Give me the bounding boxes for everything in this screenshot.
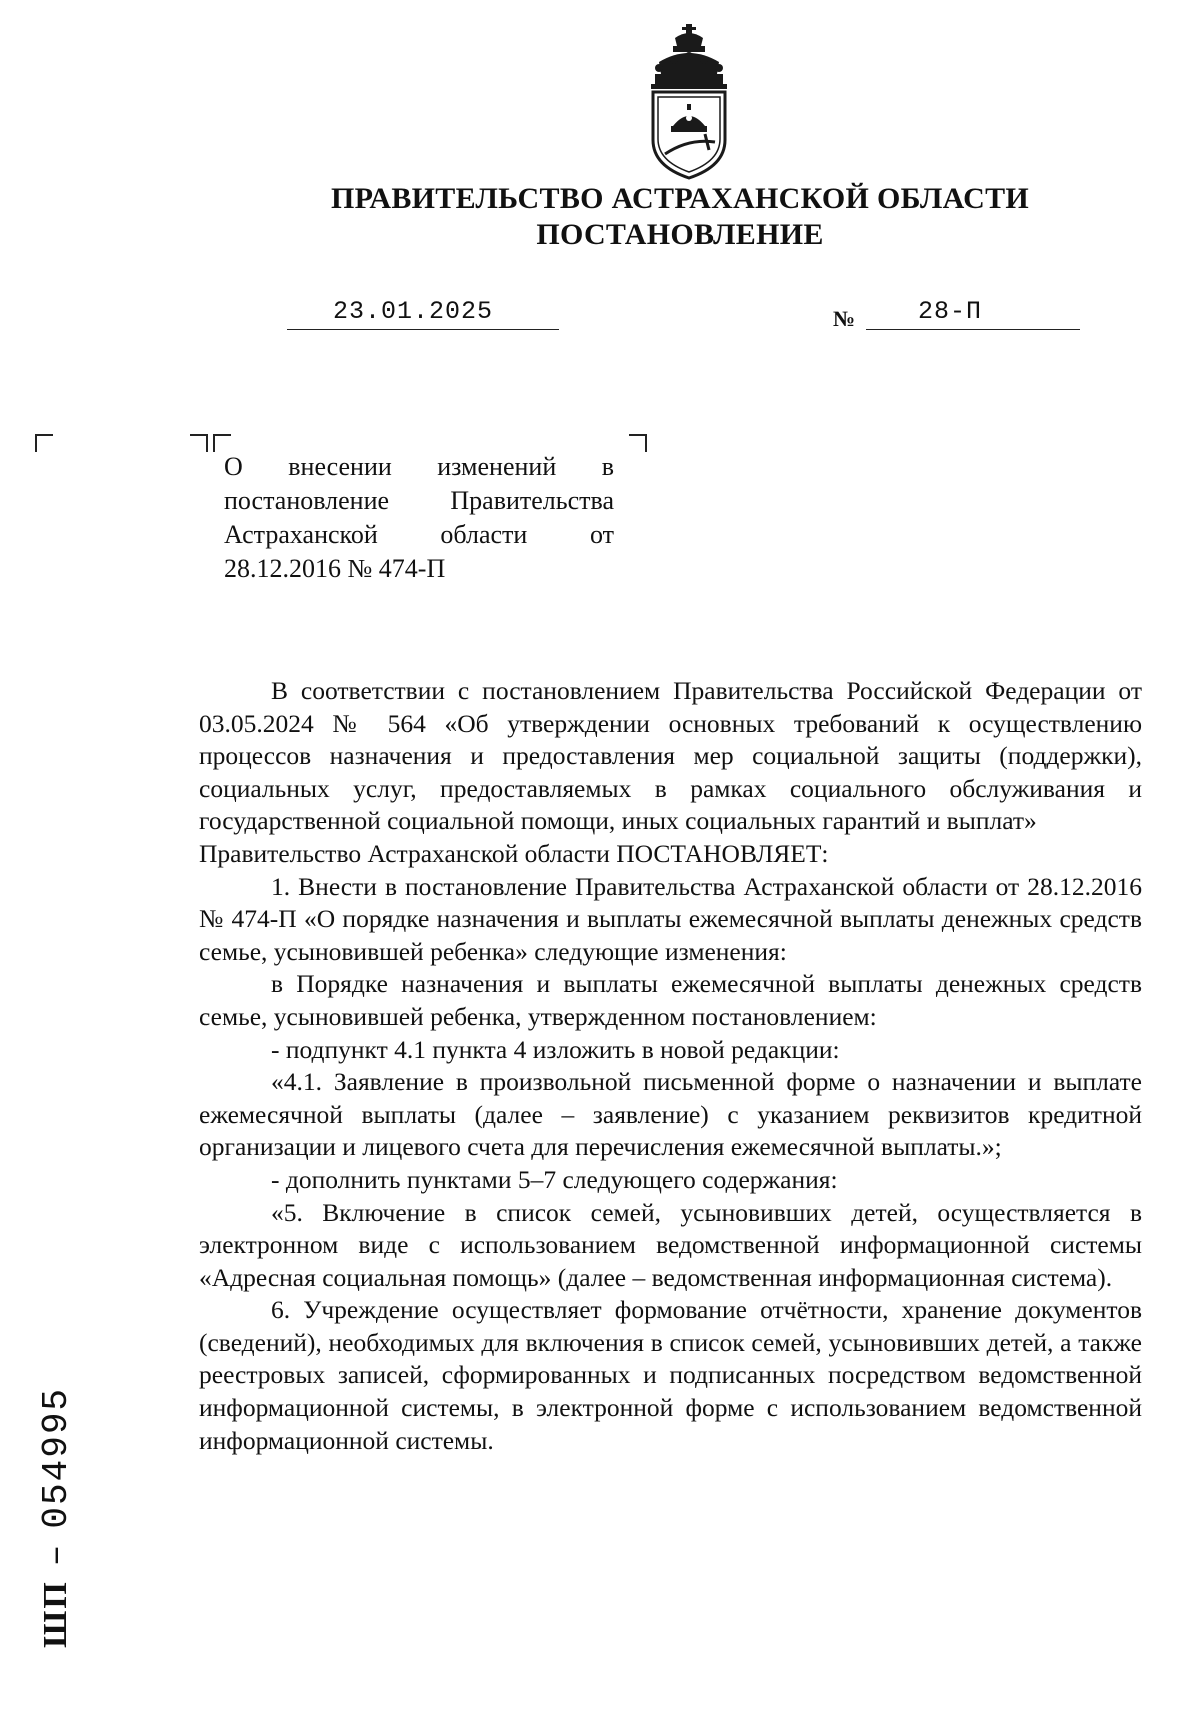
paragraph-quote-6: 6. Учреждение осуществляет формование отчётности, хранение документов (сведений), необходимых для включения в список семей, усыновивших детей, а также реестровых записей, сформированных и подписанных посредством ведомственной информационной системы, в электронной форме с использованием ведомственной информационной системы. bbox=[199, 1295, 1142, 1455]
serial-series: ШП bbox=[37, 1580, 74, 1648]
corner-mark-icon bbox=[190, 434, 208, 452]
paragraph-item-1: 1. Внести в постановление Правительства Астраханской области от 28.12.2016 № 474-П «О порядке назначения и выплаты ежемесячной выплаты денежных средств семье, усыновившей ребенка» следующие изменения: bbox=[199, 871, 1142, 966]
document-body bbox=[199, 675, 1142, 1457]
date-field bbox=[287, 297, 559, 330]
paragraph-subitem-4-1: - подпункт 4.1 пункта 4 изложить в новой редакции: bbox=[271, 1034, 840, 1064]
number-field bbox=[866, 297, 1080, 330]
paragraph-quote-5: «5. Включение в список семей, усыновивших детей, осуществляется в электронном виде с использованием ведомственной информационной системы «Адресная социальная помощь» (далее – ведомственная информационная система). bbox=[199, 1197, 1142, 1292]
paragraph-resolves: Правительство Астраханской области ПОСТАНОВЛЯЕТ: bbox=[199, 838, 829, 868]
number-sign: № bbox=[833, 306, 856, 331]
document-date: 23.01.2025 bbox=[333, 297, 494, 326]
document-type-title: ПОСТАНОВЛЕНИЕ bbox=[536, 218, 824, 251]
corner-mark-icon bbox=[629, 434, 647, 452]
serial-number: 054995 bbox=[35, 1386, 77, 1529]
coat-of-arms-icon bbox=[629, 22, 749, 182]
document-subject: О внесении изменений в постановление Правительства Астраханской области от 28.12.2016 № 474-П bbox=[224, 452, 614, 583]
form-serial-number bbox=[26, 1388, 86, 1648]
paragraph-procedure: в Порядке назначения и выплаты ежемесячной выплаты денежных средств семье, усыновившей ребенка, утвержденном постановлением: bbox=[199, 969, 1142, 1031]
paragraph-preamble: В соответствии с постановлением Правительства Российской Федерации от 03.05.2024 № 564 «Об утверждении основных требований к осуществлению процессов назначения и предоставления мер социальной защиты (поддержки), социальных услуг, предоставляемых в рамках социального обслуживания и государственной социальной помощи, иных социальных гарантий и выплат» bbox=[199, 676, 1142, 836]
government-title: ПРАВИТЕЛЬСТВО АСТРАХАНСКОЙ ОБЛАСТИ bbox=[330, 182, 1030, 215]
document-number: 28-П bbox=[918, 297, 983, 326]
paragraph-add-items: - дополнить пунктами 5–7 следующего содержания: bbox=[271, 1164, 838, 1194]
serial-dash: – bbox=[35, 1542, 77, 1567]
paragraph-quote-4-1: «4.1. Заявление в произвольной письменной форме о назначении и выплате ежемесячной выплаты (далее – заявление) с указанием реквизитов кредитной организации и лицевого счета для перечисления ежемесячной выплаты.»; bbox=[199, 1067, 1142, 1162]
corner-mark-icon bbox=[35, 434, 53, 452]
